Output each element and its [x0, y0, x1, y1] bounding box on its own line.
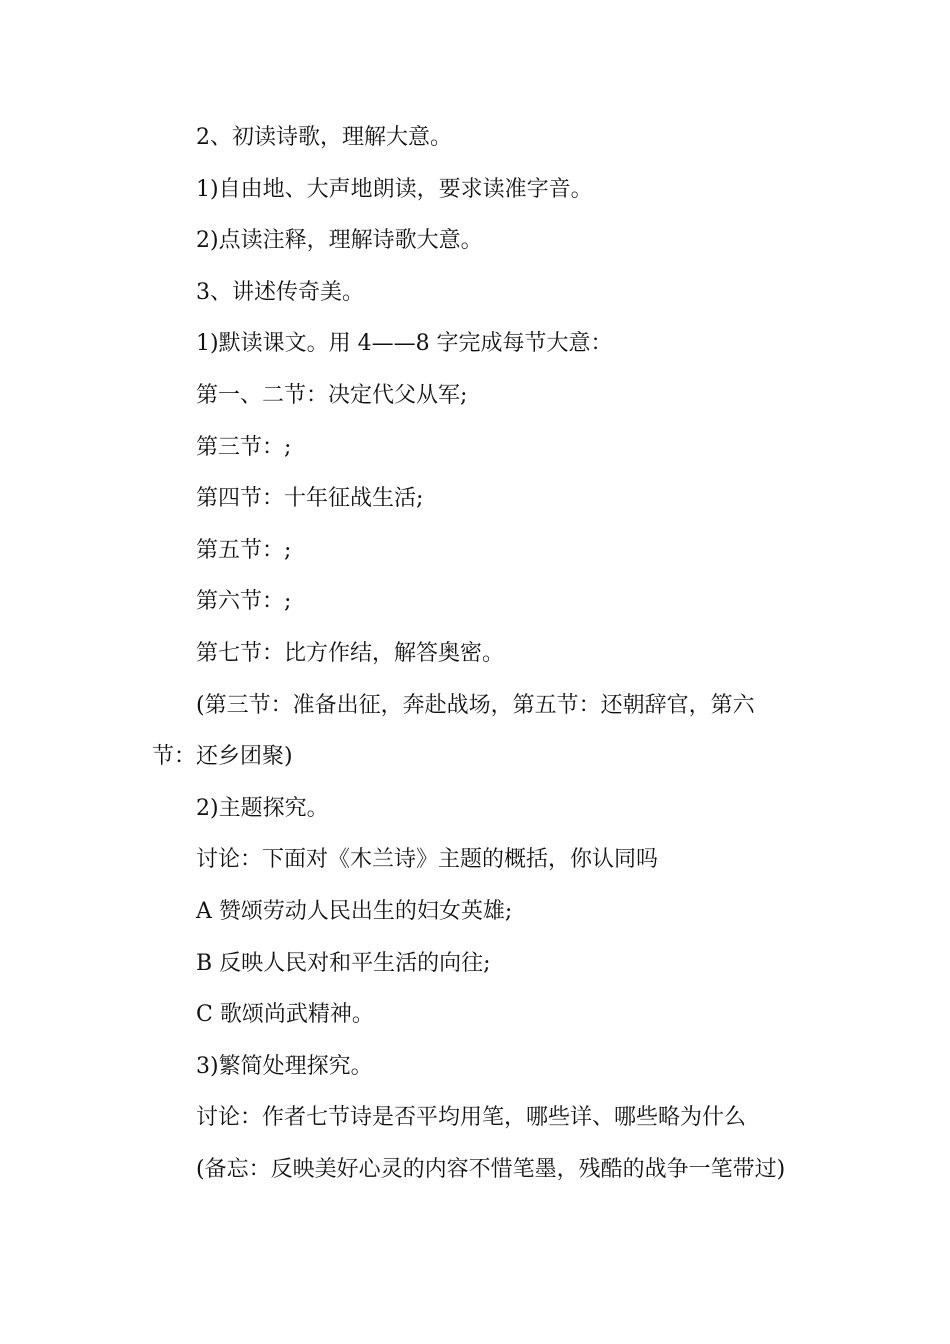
text-line: C 歌颂尚武精神。 — [196, 1002, 374, 1028]
text-line: 第三节：; — [196, 434, 292, 460]
text-line: 1)默读课文。用 4——8 字完成每节大意： — [196, 331, 613, 357]
text-line: 第四节：十年征战生活; — [196, 486, 424, 512]
text-line: 第七节：比方作结，解答奥密。 — [196, 640, 505, 666]
text-line: A 赞颂劳动人民出生的妇女英雄; — [196, 898, 513, 924]
text-line: 讨论：作者七节诗是否平均用笔，哪些详、哪些略为什么 — [196, 1105, 747, 1131]
text-line: 第六节：; — [196, 589, 292, 615]
text-line: 1)自由地、大声地朗读，要求读准字音。 — [196, 176, 593, 202]
text-line: (备忘：反映美好心灵的内容不惜笔墨，残酷的战争一笔带过) — [196, 1156, 786, 1182]
text-line: 2、初读诗歌，理解大意。 — [196, 125, 452, 150]
text-line: 3)繁简处理探究。 — [196, 1053, 373, 1079]
text-line: (第三节：准备出征，奔赴战场，第五节：还朝辞官，第六 — [196, 692, 755, 718]
text-line: 讨论：下面对《木兰诗》主题的概括，你认同吗 — [196, 847, 659, 873]
text-line: 第一、二节：决定代父从军; — [196, 382, 468, 408]
text-line: 2)主题探究。 — [196, 795, 329, 821]
text-line: 3、讲述传奇美。 — [196, 279, 364, 305]
text-line: B 反映人民对和平生活的向往; — [196, 950, 491, 976]
text-line: 第五节：; — [196, 537, 292, 563]
text-line: 2)点读注释，理解诗歌大意。 — [196, 228, 483, 254]
text-line-continuation: 节：还乡团聚) — [152, 744, 293, 770]
document-body — [152, 116, 792, 1199]
